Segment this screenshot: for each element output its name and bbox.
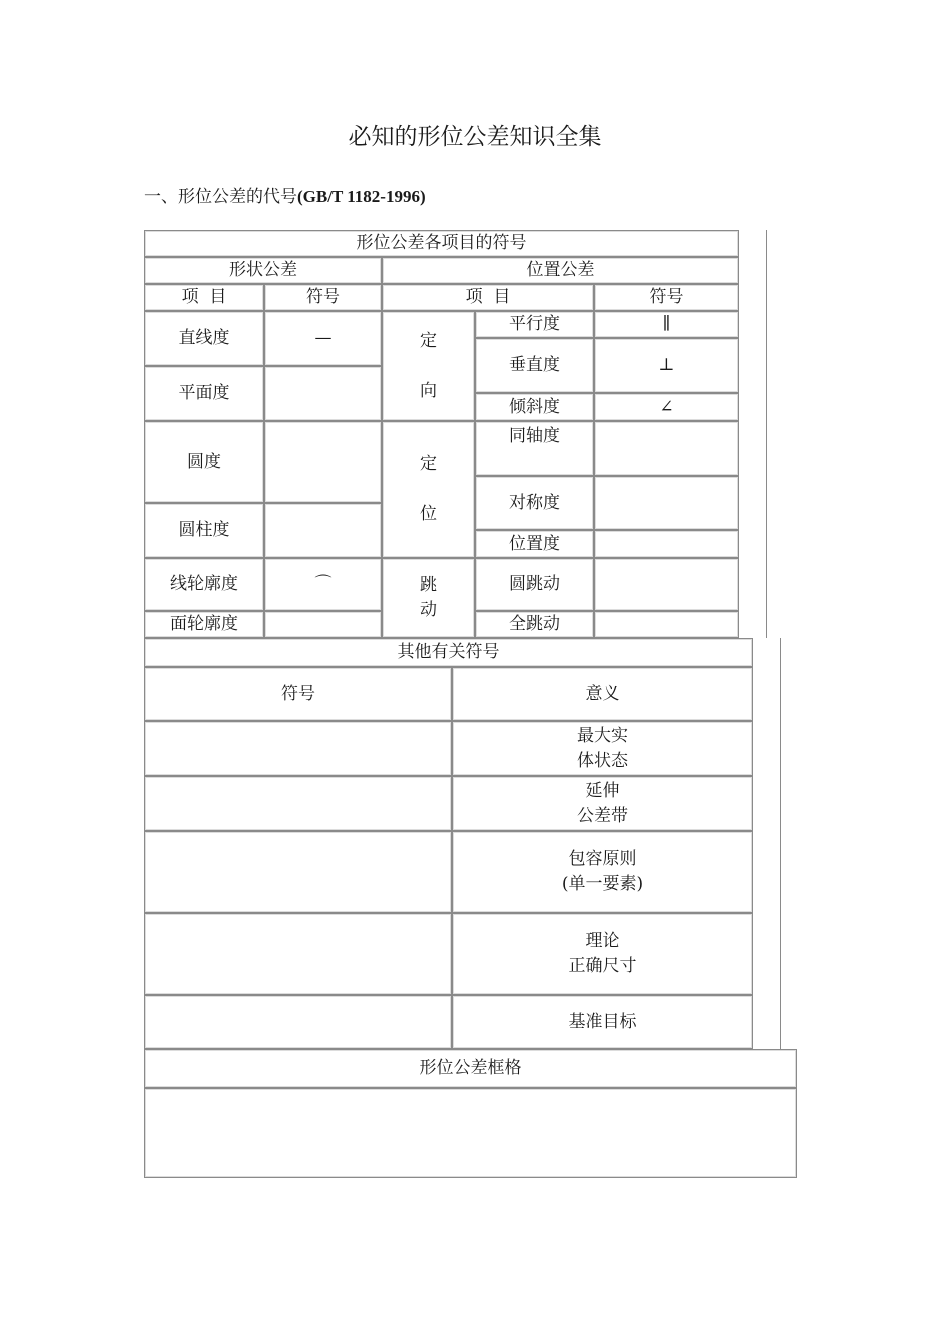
meaning-line: 理论 <box>585 931 620 951</box>
form-item-roundness: 圆度 <box>144 421 264 503</box>
position-item-total-runout: 全跳动 <box>475 611 594 638</box>
column-header-item-2: 项 目 <box>382 284 594 311</box>
line-profile-symbol: ⌒ <box>264 558 382 611</box>
table2-right-edge <box>780 638 781 1049</box>
standard-code: (GB/T 1182-1996) <box>297 187 426 206</box>
location-group-label <box>382 421 475 558</box>
runout-label-bottom: 动 <box>420 600 437 620</box>
meaning-line: 正确尺寸 <box>568 956 637 976</box>
tolerance-frame-cell <box>144 1088 797 1178</box>
symbol-cell-datum-target <box>144 995 452 1049</box>
perpendicularity-symbol: ⊥ <box>594 338 739 393</box>
coaxiality-symbol <box>594 421 739 476</box>
orientation-label-top: 定 <box>420 330 437 351</box>
column-header-symbol-2: 符号 <box>594 284 739 311</box>
meaning-line: 公差带 <box>577 805 628 826</box>
position-item-position: 位置度 <box>475 530 594 558</box>
symmetry-symbol <box>594 476 739 530</box>
orientation-group-label <box>382 311 475 421</box>
form-item-surface-profile: 面轮廓度 <box>144 611 264 638</box>
parallelism-symbol: ∥ <box>594 311 739 338</box>
roundness-symbol <box>264 421 382 503</box>
meaning-cell-datum-target: 基准目标 <box>452 995 753 1049</box>
straightness-symbol: — <box>264 311 382 366</box>
position-tolerance-header: 位置公差 <box>382 257 739 284</box>
table3-caption: 形位公差框格 <box>144 1049 797 1088</box>
total-runout-symbol <box>594 611 739 638</box>
meaning-cell-projected-zone <box>452 776 753 831</box>
column-header-symbol: 符号 <box>264 284 382 311</box>
section-heading-1 <box>144 182 426 207</box>
document-title: 必知的形位公差知识全集 <box>348 124 602 150</box>
orientation-label-bottom: 向 <box>420 380 437 401</box>
table1-caption: 形位公差各项目的符号 <box>144 230 739 257</box>
position-item-parallelism: 平行度 <box>475 311 594 338</box>
position-item-angularity: 倾斜度 <box>475 393 594 421</box>
meaning-line: (单一要素) <box>561 874 644 894</box>
symbol-cell-theoretical-dimension <box>144 913 452 995</box>
form-item-cylindricity: 圆柱度 <box>144 503 264 558</box>
section-heading-text: 一、形位公差的代号 <box>144 187 297 207</box>
meaning-line: 体状态 <box>577 750 628 771</box>
circular-runout-symbol <box>594 558 739 611</box>
meaning-line: 延伸 <box>585 780 620 801</box>
meaning-cell-mmc <box>452 721 753 776</box>
position-item-circular-runout: 圆跳动 <box>475 558 594 611</box>
position-item-coaxiality: 同轴度 <box>475 421 594 476</box>
symbol-cell-envelope <box>144 831 452 913</box>
cylindricity-symbol <box>264 503 382 558</box>
flatness-symbol <box>264 366 382 421</box>
table2-header-symbol: 符号 <box>144 667 452 721</box>
angularity-symbol: ∠ <box>594 393 739 421</box>
symbol-cell-mmc <box>144 721 452 776</box>
position-item-perpendicularity: 垂直度 <box>475 338 594 393</box>
column-header-item: 项 目 <box>144 284 264 311</box>
position-symbol <box>594 530 739 558</box>
form-item-flatness: 平面度 <box>144 366 264 421</box>
location-label-top: 定 <box>420 454 437 474</box>
location-label-bottom: 位 <box>420 504 437 524</box>
table1-right-edge <box>766 230 767 638</box>
meaning-cell-theoretical-dimension <box>452 913 753 995</box>
form-tolerance-header: 形状公差 <box>144 257 382 284</box>
position-item-symmetry: 对称度 <box>475 476 594 530</box>
surface-profile-symbol <box>264 611 382 638</box>
meaning-line: 包容原则 <box>568 849 637 869</box>
runout-label-top: 跳 <box>420 575 437 595</box>
form-item-line-profile: 线轮廓度 <box>144 558 264 611</box>
meaning-line: 最大实 <box>577 725 628 746</box>
table2-caption: 其他有关符号 <box>144 638 753 667</box>
runout-group-label <box>382 558 475 638</box>
symbol-cell-projected-zone <box>144 776 452 831</box>
form-item-straightness: 直线度 <box>144 311 264 366</box>
meaning-cell-envelope <box>452 831 753 913</box>
table2-header-meaning: 意义 <box>452 667 753 721</box>
